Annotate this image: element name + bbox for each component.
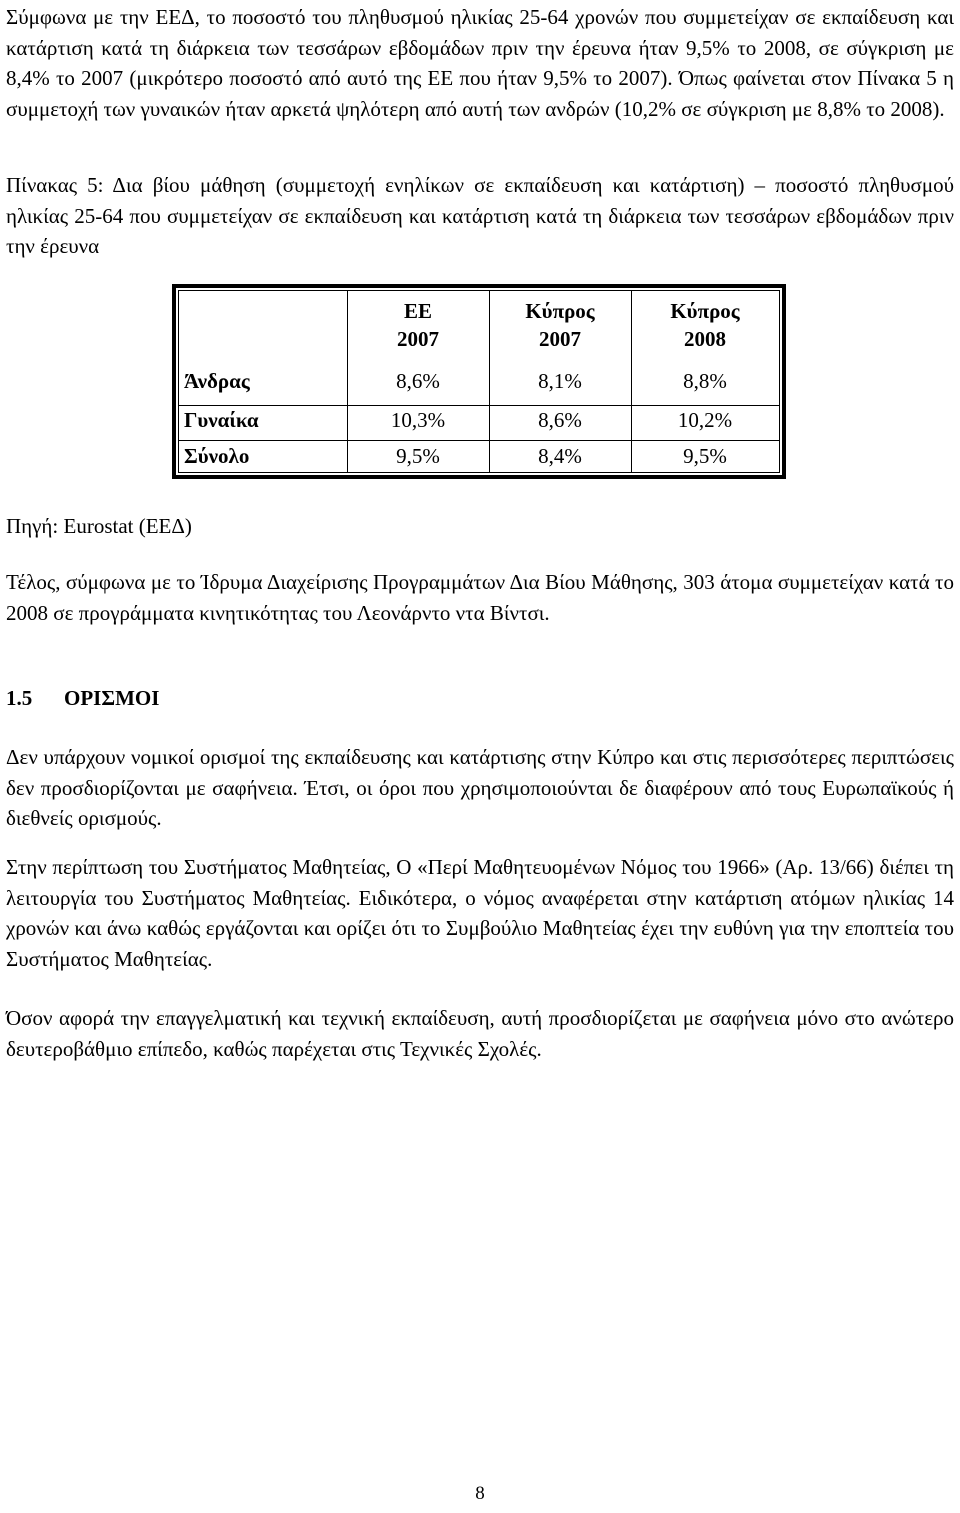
table-cell: 10,2% [677,408,733,432]
table-caption: Πίνακας 5: Δια βίου μάθηση (συμμετοχή ενηλίκων σε εκπαίδευση και κατάρτιση) – ποσοστό πληθυσμού ηλικίας 25-64 που συμμετείχαν σε εκπαίδευση και κατάρτιση κατά τη διάρκεια των τεσσάρων εβδομάδων πριν την έρευνα [6,173,954,258]
section-number: 1.5 [6,686,33,710]
participation-table [172,284,786,479]
table-header-line1: Κύπρος [670,299,740,323]
table-header-line1: Κύπρος [525,299,595,323]
table-source: Πηγή: Eurostat (ΕΕΔ) [6,514,192,538]
table-cell: 8,6% [538,408,582,432]
table-header-line1: ΕΕ [403,299,432,323]
table-header-cell [347,297,489,353]
table-row-label: Άνδρας [184,369,250,393]
table-header-line2: 2007 [539,327,581,351]
table-row-label: Γυναίκα [184,408,259,432]
leonardo-paragraph: Τέλος, σύμφωνα με το Ίδρυμα Διαχείρισης Προγραμμάτων Δια Βίου Μάθησης, 303 άτομα συμμετείχαν κατά το 2008 σε προγράμματα κινητικότητας του Λεονάρντο ντα Βίντσι. [6,570,954,625]
table-cell: 8,4% [538,444,582,468]
table-header-line2: 2007 [397,327,439,351]
section-heading [6,683,954,714]
table-cell: 9,5% [396,444,440,468]
table-row-divider [179,440,779,441]
table-row-label: Σύνολο [184,444,250,468]
table-cell: 8,6% [396,369,440,393]
page-number: 8 [475,1483,485,1504]
table-header-cell [489,297,631,353]
table-header-line2: 2008 [684,327,726,351]
table-cell: 9,5% [683,444,727,468]
definitions-paragraph: Δεν υπάρχουν νομικοί ορισμοί της εκπαίδευσης και κατάρτισης στην Κύπρο και στις περισσότερες περιπτώσεις δεν προσδιορίζονται με σαφήνεια. Έτσι, οι όροι που χρησιμοποιούνται δε διαφέρουν από τους Ευρωπαϊκούς ή διεθνείς ορισμούς. [6,745,954,830]
table-header-cell [631,297,779,353]
table-cell: 8,8% [683,369,727,393]
apprenticeship-paragraph: Στην περίπτωση του Συστήματος Μαθητείας, Ο «Περί Μαθητευομένων Νόμος του 1966» (Αρ. 13/66) διέπει τη λειτουργία του Συστήματος Μαθητείας. Ειδικότερα, ο νόμος αναφέρεται στην κατάρτιση ατόμων ηλικίας 14 χρονών και άνω καθώς εργάζονται και ορίζει ότι το Συμβούλιο Μαθητείας έχει την ευθύνη για την εποπτεία του Συστήματος Μαθητείας. [6,855,954,971]
table-cell: 8,1% [538,369,582,393]
technical-education-paragraph: Όσον αφορά την επαγγελματική και τεχνική εκπαίδευση, αυτή προσδιορίζεται με σαφήνεια μόνο στο ανώτερο δευτεροβάθμιο επίπεδο, καθώς παρέχεται στις Τεχνικές Σχολές. [6,1006,954,1061]
section-title: ΟΡΙΣΜΟΙ [64,686,160,710]
table-cell: 10,3% [390,408,446,432]
intro-paragraph: Σύμφωνα με την ΕΕΔ, το ποσοστό του πληθυσμού ηλικίας 25-64 χρονών που συμμετείχαν σε εκπαίδευση και κατάρτιση κατά τη διάρκεια των τεσσάρων εβδομάδων πριν την έρευνα ήταν 9,5% το 2008, σε σύγκριση με 8,4% το 2007 (μικρότερο ποσοστό από αυτό της ΕΕ που ήταν 9,5% το 2007). Όπως φαίνεται στον Πίνακα 5 η συμμετοχή των γυναικών ήταν αρκετά ψηλότερη από αυτή των ανδρών (10,2% σε σύγκριση με 8,8% το 2008). [6,5,954,121]
